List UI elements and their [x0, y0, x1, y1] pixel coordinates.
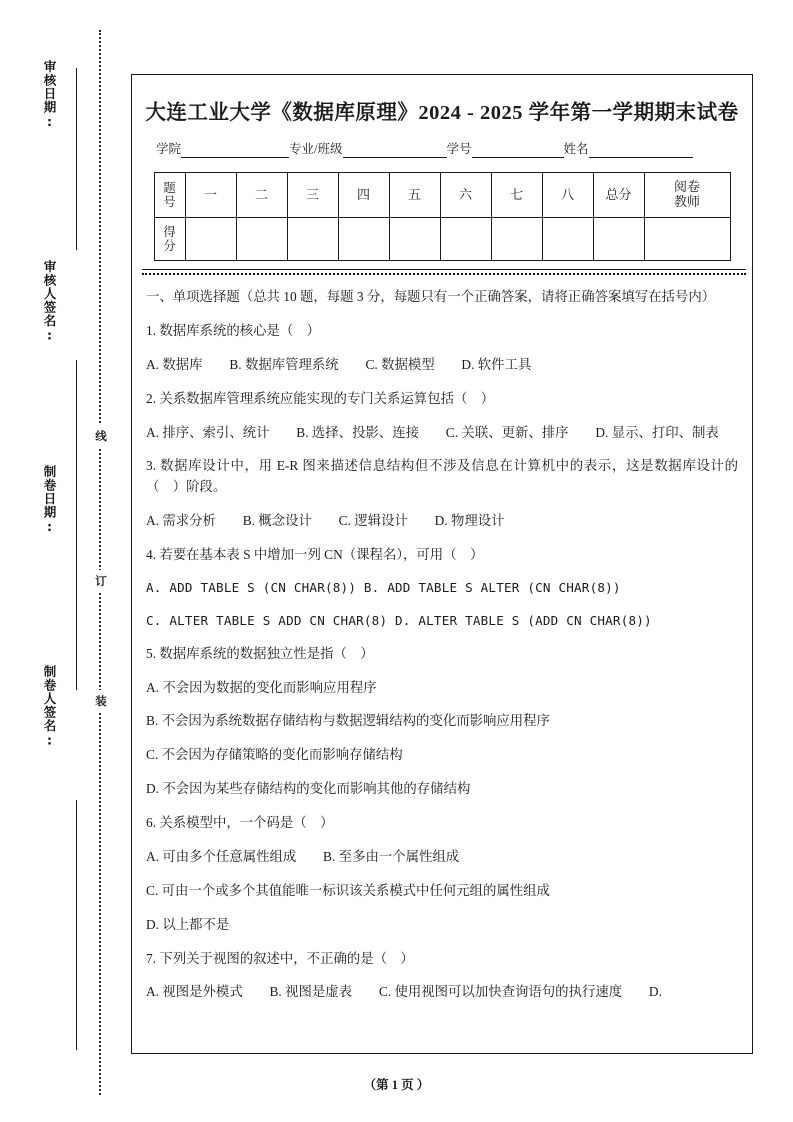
teacher-label-line2: 教师 — [673, 194, 700, 209]
field-major-class — [289, 139, 446, 158]
margin-rule-2 — [76, 360, 77, 690]
question-4-stem: 4. 若要在基本表 S 中增加一列 CN（课程名），可用（ ） — [146, 546, 484, 562]
exam-paper-frame — [131, 74, 753, 1054]
margin-label-review-date: 审核日期: — [42, 60, 57, 130]
field-college-label: 学院 — [156, 142, 182, 156]
score-col-header-4: 四 — [338, 173, 389, 218]
margin-label-maker-sign: 制卷人签名: — [42, 665, 57, 749]
score-cell-teacher[interactable] — [644, 218, 730, 261]
table-underline-rule — [142, 269, 746, 270]
field-student-id — [447, 139, 564, 158]
field-name-label: 姓名 — [563, 142, 589, 156]
score-table-score-row — [154, 218, 730, 261]
margin-label-make-date: 制卷日期: — [42, 465, 57, 535]
score-cell-4[interactable] — [338, 218, 389, 261]
score-cell-5[interactable] — [389, 218, 440, 261]
score-table-row-label-question — [154, 173, 185, 218]
fold-dotted-rule — [99, 30, 101, 1095]
score-cell-7[interactable] — [491, 218, 542, 261]
score-cell-1[interactable] — [185, 218, 236, 261]
page-footer: （第 1 页 ） — [363, 1078, 430, 1092]
fold-char-zhuang: 装 — [92, 690, 110, 712]
question-7-stem: 7. 下列关于视图的叙述中，不正确的是（ ） — [146, 950, 414, 966]
field-name — [564, 139, 693, 158]
row-label-question-line1: 题 — [163, 181, 176, 195]
question-7-options[interactable]: A. 视图是外模式 B. 视图是虚表 C. 使用视图可以加快查询语句的执行速度 D. — [146, 984, 662, 1000]
field-student-id-input[interactable] — [472, 143, 564, 158]
score-col-header-total: 总分 — [593, 173, 644, 218]
score-cell-total[interactable] — [593, 218, 644, 261]
score-col-header-7: 七 — [491, 173, 542, 218]
field-college-input[interactable] — [181, 143, 289, 158]
question-5-option-c[interactable]: C. 不会因为存储策略的变化而影响存储结构 — [146, 747, 403, 763]
score-table — [154, 172, 731, 261]
score-col-header-8: 八 — [542, 173, 593, 218]
student-info-line — [156, 139, 728, 158]
margin-rule-1 — [76, 68, 77, 250]
score-col-header-3: 三 — [287, 173, 338, 218]
question-2-options[interactable]: A. 排序、索引、统计 B. 选择、投影、连接 C. 关联、更新、排序 D. 显示、打印、制表 — [146, 424, 719, 440]
field-student-id-label: 学号 — [446, 142, 472, 156]
question-6-option-c[interactable]: C. 可由一个或多个其值能唯一标识该关系模式中任何元组的属性组成 — [146, 882, 550, 898]
page-title: 大连工业大学《数据库原理》2024 - 2025 学年第一学期期末试卷 — [145, 102, 739, 124]
question-2-stem: 2. 关系数据库管理系统应能实现的专门关系运算包括（ ） — [146, 390, 495, 406]
dotted-separator — [142, 273, 746, 275]
score-cell-3[interactable] — [287, 218, 338, 261]
question-5-stem: 5. 数据库系统的数据独立性是指（ ） — [146, 645, 374, 661]
section-heading: 一、单项选择题（总共 10 题，每题 3 分，每题只有一个正确答案，请将正确答案填写在括号内） — [146, 289, 716, 304]
score-col-header-6: 六 — [440, 173, 491, 218]
score-col-header-2: 二 — [236, 173, 287, 218]
binding-fold-line — [93, 30, 107, 1095]
question-4-options-ab[interactable]: A. ADD TABLE S (CN CHAR(8)) B. ADD TABLE S ALTER (CN CHAR(8)) — [146, 580, 621, 596]
field-college — [156, 139, 289, 158]
question-content — [142, 287, 742, 1003]
question-1-stem: 1. 数据库系统的核心是（ ） — [146, 322, 321, 338]
margin-label-reviewer-sign: 审核人签名: — [42, 260, 57, 344]
fold-char-xian: 线 — [92, 425, 110, 447]
score-col-header-teacher — [644, 173, 730, 218]
field-major-class-input[interactable] — [343, 143, 447, 158]
score-col-header-1: 一 — [185, 173, 236, 218]
score-col-header-5: 五 — [389, 173, 440, 218]
score-table-header-row — [154, 173, 730, 218]
question-6-options-ab[interactable]: A. 可由多个任意属性组成 B. 至多由一个属性组成 — [146, 848, 460, 864]
question-4-options-cd[interactable]: C. ALTER TABLE S ADD CN CHAR(8) D. ALTER TABLE S (ADD CN CHAR(8)) — [146, 613, 652, 629]
score-table-row-label-score — [154, 218, 185, 261]
row-label-score-line1: 得 — [163, 225, 176, 239]
question-5-option-b[interactable]: B. 不会因为系统数据存储结构与数据逻辑结构的变化而影响应用程序 — [146, 713, 550, 729]
row-label-score-line2: 分 — [163, 239, 176, 253]
row-label-question-line2: 号 — [163, 195, 176, 209]
field-name-input[interactable] — [589, 143, 693, 158]
question-1-options[interactable]: A. 数据库 B. 数据库管理系统 C. 数据模型 D. 软件工具 — [146, 356, 532, 372]
teacher-label-line1: 阅卷 — [673, 179, 700, 195]
question-3-stem: 3. 数据库设计中，用 E-R 图来描述信息结构但不涉及信息在计算机中的表示，这是数据库设计的（ ）阶段。 — [146, 458, 738, 494]
question-6-option-d[interactable]: D. 以上都不是 — [146, 916, 230, 932]
question-6-stem: 6. 关系模型中，一个码是（ ） — [146, 815, 334, 831]
question-3-options[interactable]: A. 需求分析 B. 概念设计 C. 逻辑设计 D. 物理设计 — [146, 512, 505, 528]
score-cell-8[interactable] — [542, 218, 593, 261]
margin-rule-3 — [76, 800, 77, 1050]
field-major-class-label: 专业/班级 — [289, 142, 343, 156]
question-5-option-a[interactable]: A. 不会因为数据的变化而影响应用程序 — [146, 679, 377, 695]
score-cell-6[interactable] — [440, 218, 491, 261]
question-5-option-d[interactable]: D. 不会因为某些存储结构的变化而影响其他的存储结构 — [146, 781, 471, 797]
score-cell-2[interactable] — [236, 218, 287, 261]
fold-char-ding: 订 — [92, 570, 110, 592]
